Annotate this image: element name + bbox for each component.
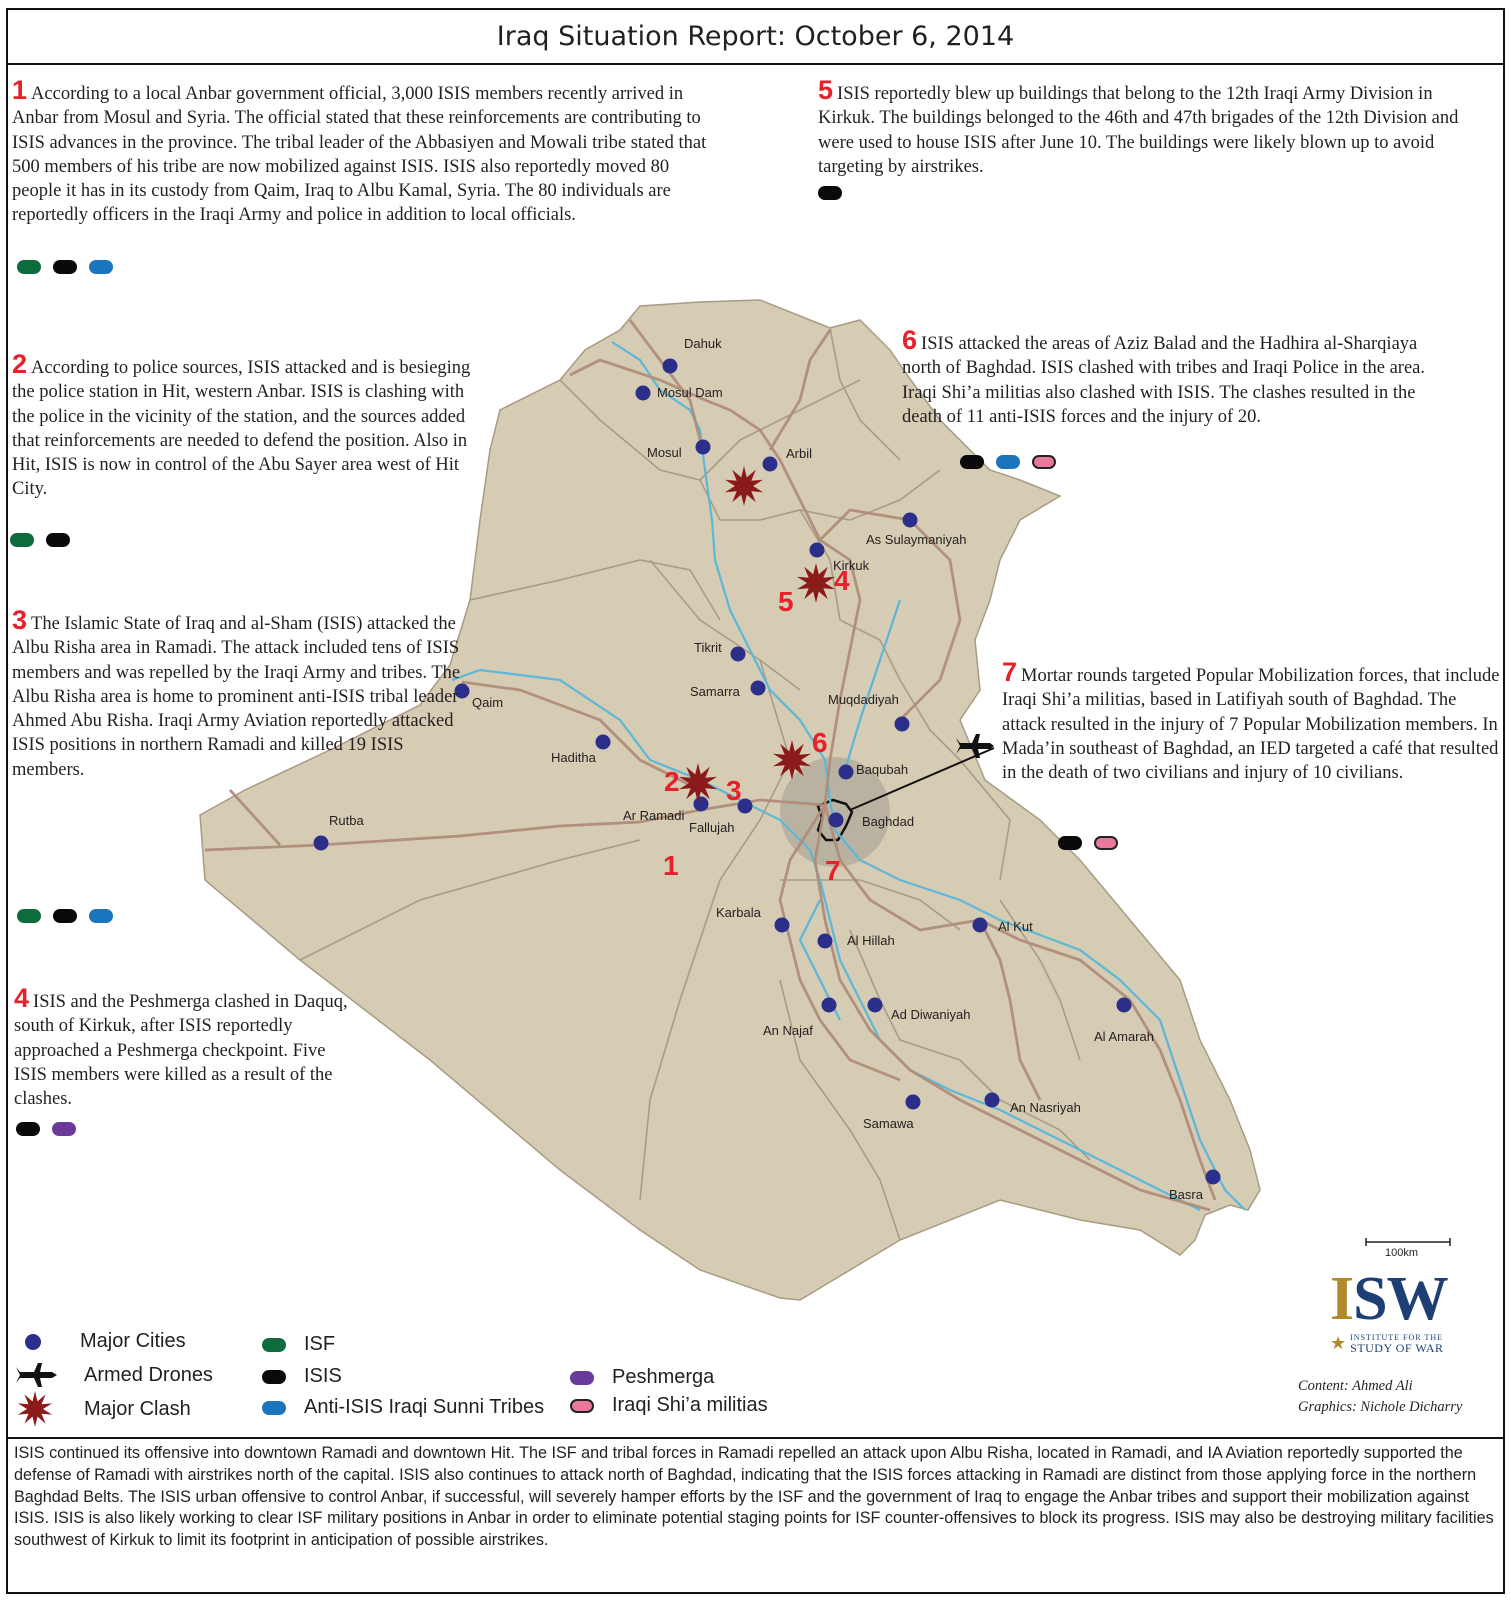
map-event-marker: 6: [812, 727, 828, 758]
report-1: [12, 75, 712, 228]
city-label: Al Kut: [998, 919, 1033, 934]
city-dot: [775, 918, 790, 933]
report-6: [902, 325, 1432, 429]
drone-icon: [14, 1362, 62, 1388]
city-dot: [822, 998, 837, 1013]
city-label: Qaim: [472, 695, 504, 710]
report-3-actors: [17, 909, 113, 923]
city-label: Karbala: [716, 905, 761, 920]
map-event-marker: 4: [834, 565, 850, 596]
star-icon: ★: [1330, 1332, 1347, 1353]
report-text: ISIS attacked the areas of Aziz Balad and the Hadhira al-Sharqiaya north of Baghdad. ISIS clashed with tribes and Iraqi Police in the area. Iraqi Shi’a militias also clashed with ISIS. The clashes resulted in the death of 11 anti-ISIS forces and the injury of 20.: [902, 334, 1425, 427]
legend-peshmerga: Peshmerga: [570, 1366, 714, 1389]
city-label: Al Amarah: [1094, 1029, 1154, 1044]
shia-militias-icon: [1094, 836, 1118, 850]
legend-sunni-tribes: Anti-ISIS Iraqi Sunni Tribes: [262, 1396, 544, 1419]
summary-text: ISIS continued its offensive into downtown Ramadi and downtown Hit. The ISF and tribal forces in Ramadi repelled an attack upon Albu Risha, located in Ramadi, and IA Aviation reportedly supported the defense of Ramadi with airstrikes north of the capital. ISIS also continues to attack north of Baghdad, indicating that the ISIS forces attacking in Ramadi are distinct from those applying force in the northern Baghdad Belts. The ISIS urban offensive to control Anbar, if successful, will severely hamper efforts by the ISF and the government of Iraq to engage the Anbar tribes and support their mobilization against ISIS. ISIS is also likely working to clear ISF military positions in Anbar in order to eliminate potential staging points for ISF counter-offensives to block its progress. ISIS may also be destroying military facilities southwest of Kirkuk to limit its footprint in anticipation of possible airstrikes.: [14, 1444, 1494, 1550]
city-label: Baqubah: [856, 762, 909, 777]
city-label: Haditha: [551, 750, 596, 765]
sunni-tribes-icon: [262, 1401, 286, 1415]
report-3: [12, 605, 470, 782]
peshmerga-icon: [52, 1122, 76, 1136]
report-number: 1: [12, 75, 28, 105]
city-label: Baghdad: [862, 814, 915, 829]
legend-armed-drones: Armed Drones: [14, 1362, 213, 1388]
isis-icon: [53, 260, 77, 274]
map-event-marker: 2: [664, 766, 680, 797]
report-number: 5: [818, 75, 834, 105]
city-dot: [839, 765, 854, 780]
legend-major-clash: Major Clash: [16, 1390, 191, 1428]
city-dot-icon: [24, 1333, 42, 1351]
city-label: Samawa: [863, 1116, 914, 1131]
legend-major-cities: Major Cities: [24, 1330, 186, 1353]
city-label: Ar Ramadi: [623, 808, 685, 823]
city-dot: [751, 681, 766, 696]
city-label: Fallujah: [689, 820, 735, 835]
sunni-tribes-icon: [996, 455, 1020, 469]
report-text: Mortar rounds targeted Popular Mobilization forces, that include Iraqi Shi’a militias, based in Latifiyah south of Baghdad. The attack resulted in the injury of 7 Popular Mobilization members. In Mada’in southeast of Baghdad, an IED targeted a café that resulted in the death of two civilians and injury of 10 civilians.: [1002, 666, 1500, 784]
city-dot: [763, 457, 778, 472]
isis-icon: [262, 1370, 286, 1384]
isw-logo: ISW ★ INSTITUTE FOR THE STUDY OF WAR: [1330, 1265, 1448, 1355]
map-event-marker: 7: [825, 855, 841, 886]
report-2-actors: [10, 533, 70, 547]
clash-star-shape: [18, 1391, 52, 1427]
shia-militias-icon: [1032, 455, 1056, 469]
city-dot: [596, 735, 611, 750]
map-event-marker: 1: [663, 850, 679, 881]
city-dot: [818, 934, 833, 949]
city-label: Muqdadiyah: [828, 692, 899, 707]
report-number: 2: [12, 349, 28, 379]
city-label: Mosul: [647, 445, 682, 460]
report-4-actors: [16, 1122, 76, 1136]
city-dot: [314, 836, 329, 851]
city-label: Kirkuk: [833, 558, 870, 573]
report-number: 7: [1002, 657, 1018, 687]
city-label: Rutba: [329, 813, 364, 828]
isf-icon: [17, 260, 41, 274]
isis-icon: [960, 455, 984, 469]
isf-icon: [262, 1338, 286, 1352]
report-6-actors: [960, 455, 1056, 469]
isis-icon: [16, 1122, 40, 1136]
city-label: An Nasriyah: [1010, 1100, 1081, 1115]
map-event-marker: 5: [778, 586, 794, 617]
city-dot: [829, 813, 844, 828]
city-dot: [663, 359, 678, 374]
report-text: According to police sources, ISIS attacked and is besieging the police station in Hit, western Anbar. ISIS is clashing with the police in the vicinity of the station, and the sources added that reinforcements are needed to defend the position. Also in Hit, ISIS is now in control of the Abu Sayer area west of Hit City.: [12, 358, 471, 500]
city-dot: [810, 543, 825, 558]
city-label: Ad Diwaniyah: [891, 1007, 971, 1022]
legend-isf: ISF: [262, 1333, 335, 1356]
city-dot: [906, 1095, 921, 1110]
report-5-actors: [818, 186, 842, 200]
legend-shia-militias: Iraqi Shi’a militias: [570, 1394, 768, 1417]
clash-star-icon: [16, 1390, 54, 1428]
report-5: [818, 75, 1490, 179]
city-label: Arbil: [786, 446, 813, 461]
page-title: Iraq Situation Report: October 6, 2014: [6, 8, 1505, 65]
city-label: Tikrit: [694, 640, 722, 655]
isis-icon: [1058, 836, 1082, 850]
scale-bar: [1366, 1238, 1450, 1246]
credit-content: Content: Ahmed Ali: [1298, 1378, 1413, 1394]
sunni-tribes-icon: [89, 909, 113, 923]
isis-icon: [46, 533, 70, 547]
city-label: Mosul Dam: [657, 385, 723, 400]
sunni-tribes-icon: [89, 260, 113, 274]
legend-isis: ISIS: [262, 1365, 342, 1388]
city-dot: [868, 998, 883, 1013]
report-2: [12, 349, 490, 502]
isw-logo-i: I: [1330, 1265, 1354, 1333]
isis-icon: [818, 186, 842, 200]
city-dot: [973, 918, 988, 933]
city-label: Al Hillah: [847, 933, 895, 948]
report-number: 6: [902, 325, 918, 355]
credit-graphics: Graphics: Nichole Dicharry: [1298, 1399, 1463, 1415]
shia-militias-icon: [570, 1399, 594, 1413]
city-label: As Sulaymaniyah: [866, 532, 967, 547]
city-dot: [731, 647, 746, 662]
city-dot: [694, 797, 709, 812]
summary-box: [6, 1437, 1505, 1594]
report-1-actors: [17, 260, 113, 274]
isw-logo-sw: SW: [1353, 1265, 1448, 1333]
report-7-actors: [1058, 836, 1118, 850]
isf-icon: [10, 533, 34, 547]
report-text: According to a local Anbar government official, 3,000 ISIS members recently arrived in Anbar from Mosul and Syria. The official stated that these reinforcements are contributing to ISIS advances in the province. The tribal leader of the Abbasiyen and Mowali tribe stated that 500 members of his tribe are now mobilized against ISIS. ISIS also reportedly moved 80 people it has in its custody from Qaim, Iraq to Albu Kamal, Syria. The 80 individuals are reportedly officers in the Iraqi Army and police in addition to local officials.: [12, 84, 707, 226]
city-label: Basra: [1169, 1187, 1203, 1202]
report-text: The Islamic State of Iraq and al-Sham (ISIS) attacked the Albu Risha area in Ramadi. The attack included tens of ISIS members and was repelled by the Iraqi Army and tribes. The Albu Risha area is home to prominent anti-ISIS tribal leader Ahmed Abu Risha. Iraqi Army Aviation reportedly attacked ISIS positions in northern Ramadi and killed 19 ISIS members.: [12, 614, 461, 780]
report-4: [14, 983, 362, 1111]
city-label: Dahuk: [684, 336, 722, 351]
city-dot: [636, 386, 651, 401]
city-dot: [696, 440, 711, 455]
city-dot: [1117, 998, 1132, 1013]
report-number: 3: [12, 605, 28, 635]
city-dot: [985, 1093, 1000, 1108]
city-label: Samarra: [690, 684, 740, 699]
credits: [1298, 1376, 1462, 1418]
peshmerga-icon: [570, 1371, 594, 1385]
report-text: ISIS reportedly blew up buildings that belong to the 12th Iraqi Army Division in Kirkuk. The buildings belonged to the 46th and 47th brigades of the 12th Division and were used to house ISIS after June 10. The buildings were likely blown up to avoid targeting by airstrikes.: [818, 84, 1459, 177]
isf-icon: [17, 909, 41, 923]
city-dot: [895, 717, 910, 732]
report-text: ISIS and the Peshmerga clashed in Daquq, south of Kirkuk, after ISIS reportedly approached a Peshmerga checkpoint. Five ISIS members were killed as a result of the clashes.: [14, 992, 348, 1110]
report-number: 4: [14, 983, 30, 1013]
city-dot: [1206, 1170, 1221, 1185]
isis-icon: [53, 909, 77, 923]
city-label: An Najaf: [763, 1023, 813, 1038]
city-dot: [903, 513, 918, 528]
map-event-marker: 3: [726, 775, 742, 806]
report-7: [1002, 657, 1502, 785]
scale-label: 100km: [1385, 1247, 1419, 1259]
